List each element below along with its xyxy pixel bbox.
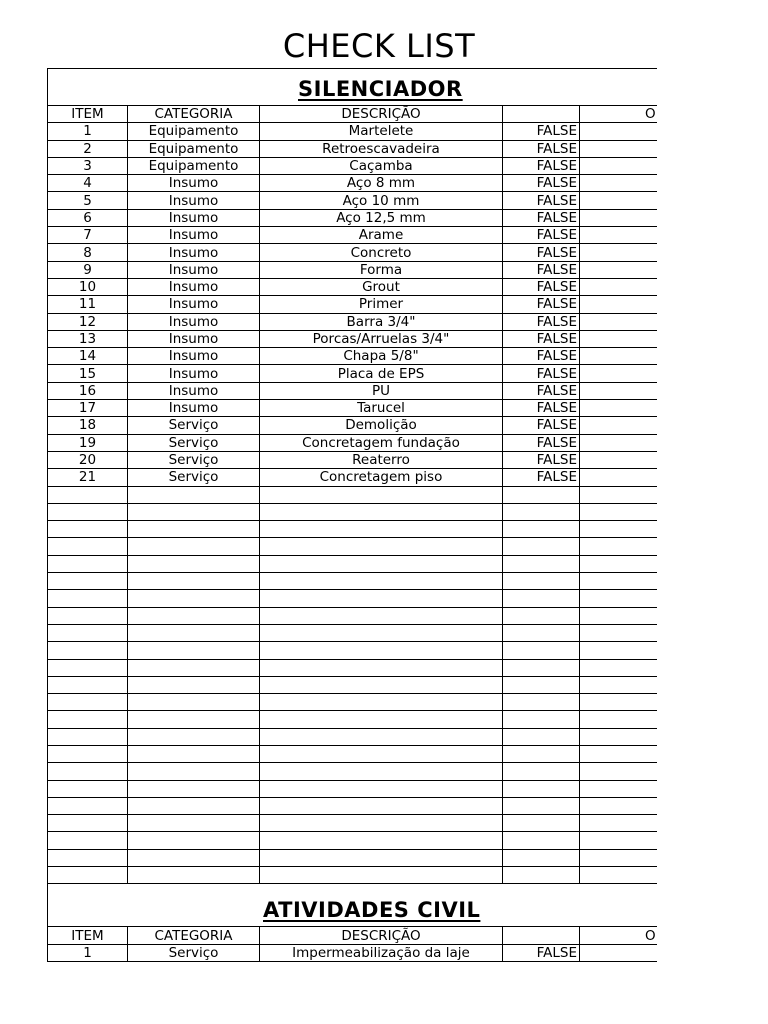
- empty-cell[interactable]: [48, 538, 128, 555]
- header-descricao: DESCRIÇÃO: [260, 106, 503, 123]
- header-descricao: DESCRIÇÃO: [260, 927, 503, 944]
- cell-categoria[interactable]: Equipamento: [128, 123, 260, 140]
- empty-cell[interactable]: [503, 815, 580, 832]
- cell-categoria[interactable]: Equipamento: [128, 157, 260, 174]
- cell-item[interactable]: 18: [48, 417, 128, 434]
- empty-cell[interactable]: [260, 832, 503, 849]
- cell-status[interactable]: FALSE: [503, 469, 580, 486]
- empty-cell[interactable]: [48, 763, 128, 780]
- empty-cell[interactable]: [260, 642, 503, 659]
- empty-cell[interactable]: [48, 780, 128, 797]
- empty-cell[interactable]: [260, 711, 503, 728]
- table-row: [48, 175, 658, 192]
- cell-item[interactable]: 21: [48, 469, 128, 486]
- cell-descricao[interactable]: Forma: [260, 261, 503, 278]
- cell-item[interactable]: 7: [48, 227, 128, 244]
- empty-cell[interactable]: [503, 573, 580, 590]
- empty-cell[interactable]: [260, 780, 503, 797]
- table-row: [48, 261, 658, 278]
- empty-cell[interactable]: [580, 694, 658, 711]
- checklist-table: [47, 68, 657, 962]
- empty-cell[interactable]: [503, 745, 580, 762]
- cell-obs[interactable]: [580, 123, 658, 140]
- cell-descricao[interactable]: Placa de EPS: [260, 365, 503, 382]
- empty-cell[interactable]: [128, 538, 260, 555]
- empty-cell[interactable]: [48, 659, 128, 676]
- empty-cell[interactable]: [128, 711, 260, 728]
- empty-cell[interactable]: [503, 780, 580, 797]
- empty-cell[interactable]: [503, 711, 580, 728]
- cell-descricao[interactable]: Aço 12,5 mm: [260, 209, 503, 226]
- cell-categoria[interactable]: Insumo: [128, 227, 260, 244]
- empty-cell[interactable]: [580, 728, 658, 745]
- empty-cell[interactable]: [580, 745, 658, 762]
- cell-status[interactable]: FALSE: [503, 209, 580, 226]
- empty-cell[interactable]: [128, 745, 260, 762]
- empty-cell[interactable]: [580, 867, 658, 884]
- empty-cell[interactable]: [48, 815, 128, 832]
- cell-categoria[interactable]: Serviço: [128, 434, 260, 451]
- cell-obs[interactable]: [580, 261, 658, 278]
- table-row: [48, 278, 658, 295]
- section-title-cell: [48, 69, 658, 106]
- cell-item[interactable]: 4: [48, 175, 128, 192]
- cell-descricao[interactable]: Retroescavadeira: [260, 140, 503, 157]
- empty-cell[interactable]: [503, 867, 580, 884]
- empty-cell[interactable]: [128, 815, 260, 832]
- empty-cell[interactable]: [580, 624, 658, 641]
- table-row: [48, 123, 658, 140]
- cell-categoria[interactable]: Insumo: [128, 382, 260, 399]
- cell-categoria[interactable]: Insumo: [128, 365, 260, 382]
- empty-cell[interactable]: [580, 780, 658, 797]
- cell-descricao[interactable]: Barra 3/4": [260, 313, 503, 330]
- cell-descricao[interactable]: Concretagem fundação: [260, 434, 503, 451]
- empty-cell[interactable]: [503, 555, 580, 572]
- empty-cell[interactable]: [580, 711, 658, 728]
- empty-cell[interactable]: [128, 780, 260, 797]
- cell-item[interactable]: 3: [48, 157, 128, 174]
- table-row: [48, 244, 658, 261]
- empty-cell[interactable]: [128, 521, 260, 538]
- cell-obs[interactable]: [580, 382, 658, 399]
- cell-item[interactable]: 1: [48, 123, 128, 140]
- section-title-cell: [48, 884, 658, 927]
- empty-cell[interactable]: [580, 815, 658, 832]
- cell-descricao[interactable]: Porcas/Arruelas 3/4": [260, 330, 503, 347]
- page-title: CHECK LIST: [282, 27, 476, 65]
- empty-cell[interactable]: [128, 642, 260, 659]
- empty-cell[interactable]: [128, 763, 260, 780]
- empty-cell[interactable]: [48, 832, 128, 849]
- empty-cell[interactable]: [260, 745, 503, 762]
- cell-obs[interactable]: [580, 365, 658, 382]
- section-title: ATIVIDADES CIVIL: [263, 898, 481, 923]
- cell-obs[interactable]: [580, 175, 658, 192]
- empty-cell[interactable]: [580, 486, 658, 503]
- empty-cell[interactable]: [128, 832, 260, 849]
- table-row: [48, 434, 658, 451]
- cell-status[interactable]: FALSE: [503, 313, 580, 330]
- empty-row: [48, 797, 658, 814]
- header-item: ITEM: [48, 106, 128, 123]
- cell-obs[interactable]: [580, 140, 658, 157]
- cell-obs[interactable]: [580, 313, 658, 330]
- table-row: [48, 296, 658, 313]
- empty-cell[interactable]: [128, 849, 260, 866]
- empty-row: [48, 867, 658, 884]
- empty-cell[interactable]: [48, 624, 128, 641]
- empty-row: [48, 728, 658, 745]
- checklist-sheet: [47, 68, 657, 962]
- empty-cell[interactable]: [503, 624, 580, 641]
- table-row: [48, 330, 658, 347]
- cell-item[interactable]: 15: [48, 365, 128, 382]
- cell-categoria[interactable]: Serviço: [128, 944, 260, 961]
- cell-categoria[interactable]: Insumo: [128, 348, 260, 365]
- empty-cell[interactable]: [260, 867, 503, 884]
- cell-obs[interactable]: [580, 296, 658, 313]
- table-row: [48, 944, 658, 961]
- empty-cell[interactable]: [128, 676, 260, 693]
- empty-cell[interactable]: [503, 642, 580, 659]
- header-obs: O: [580, 106, 658, 123]
- empty-cell[interactable]: [260, 555, 503, 572]
- empty-cell[interactable]: [128, 486, 260, 503]
- header-categoria: CATEGORIA: [128, 927, 260, 944]
- section-title-row: [48, 884, 658, 927]
- empty-row: [48, 538, 658, 555]
- table-row: [48, 140, 658, 157]
- empty-cell[interactable]: [580, 538, 658, 555]
- cell-item[interactable]: 14: [48, 348, 128, 365]
- empty-cell[interactable]: [503, 503, 580, 520]
- cell-descricao[interactable]: Caçamba: [260, 157, 503, 174]
- cell-descricao[interactable]: PU: [260, 382, 503, 399]
- empty-cell[interactable]: [48, 503, 128, 520]
- cell-categoria[interactable]: Insumo: [128, 261, 260, 278]
- cell-descricao[interactable]: Impermeabilização da laje: [260, 944, 503, 961]
- cell-status[interactable]: FALSE: [503, 382, 580, 399]
- empty-cell[interactable]: [128, 503, 260, 520]
- table-row: [48, 209, 658, 226]
- cell-obs[interactable]: [580, 348, 658, 365]
- empty-cell[interactable]: [503, 607, 580, 624]
- empty-cell[interactable]: [128, 797, 260, 814]
- header-status: [503, 106, 580, 123]
- empty-cell[interactable]: [503, 538, 580, 555]
- empty-cell[interactable]: [128, 694, 260, 711]
- cell-item[interactable]: 20: [48, 451, 128, 468]
- empty-cell[interactable]: [128, 573, 260, 590]
- header-status: [503, 927, 580, 944]
- cell-categoria[interactable]: Insumo: [128, 313, 260, 330]
- empty-cell[interactable]: [260, 607, 503, 624]
- empty-cell[interactable]: [48, 642, 128, 659]
- cell-descricao[interactable]: Arame: [260, 227, 503, 244]
- cell-categoria[interactable]: Equipamento: [128, 140, 260, 157]
- empty-cell[interactable]: [48, 607, 128, 624]
- cell-status[interactable]: FALSE: [503, 944, 580, 961]
- cell-descricao[interactable]: Chapa 5/8": [260, 348, 503, 365]
- empty-cell[interactable]: [260, 676, 503, 693]
- cell-item[interactable]: 12: [48, 313, 128, 330]
- empty-cell[interactable]: [260, 763, 503, 780]
- cell-status[interactable]: FALSE: [503, 123, 580, 140]
- cell-descricao[interactable]: Martelete: [260, 123, 503, 140]
- cell-status[interactable]: FALSE: [503, 365, 580, 382]
- empty-cell[interactable]: [580, 763, 658, 780]
- cell-categoria[interactable]: Insumo: [128, 209, 260, 226]
- cell-item[interactable]: 17: [48, 400, 128, 417]
- cell-categoria[interactable]: Serviço: [128, 469, 260, 486]
- cell-status[interactable]: FALSE: [503, 175, 580, 192]
- cell-item[interactable]: 2: [48, 140, 128, 157]
- empty-cell[interactable]: [580, 607, 658, 624]
- empty-cell[interactable]: [48, 521, 128, 538]
- empty-cell[interactable]: [48, 745, 128, 762]
- empty-cell[interactable]: [503, 849, 580, 866]
- empty-cell[interactable]: [128, 624, 260, 641]
- empty-cell[interactable]: [580, 832, 658, 849]
- cell-item[interactable]: 16: [48, 382, 128, 399]
- empty-cell[interactable]: [260, 486, 503, 503]
- cell-categoria[interactable]: Insumo: [128, 192, 260, 209]
- cell-obs[interactable]: [580, 278, 658, 295]
- table-row: [48, 227, 658, 244]
- empty-cell[interactable]: [128, 607, 260, 624]
- empty-cell[interactable]: [580, 676, 658, 693]
- cell-categoria[interactable]: Insumo: [128, 175, 260, 192]
- empty-row: [48, 590, 658, 607]
- header-item: ITEM: [48, 927, 128, 944]
- empty-cell[interactable]: [128, 659, 260, 676]
- empty-row: [48, 503, 658, 520]
- empty-cell[interactable]: [580, 642, 658, 659]
- cell-item[interactable]: 13: [48, 330, 128, 347]
- empty-cell[interactable]: [580, 590, 658, 607]
- cell-obs[interactable]: [580, 434, 658, 451]
- empty-cell[interactable]: [260, 849, 503, 866]
- cell-status[interactable]: FALSE: [503, 451, 580, 468]
- empty-cell[interactable]: [128, 728, 260, 745]
- cell-descricao[interactable]: Demolição: [260, 417, 503, 434]
- cell-status[interactable]: FALSE: [503, 400, 580, 417]
- empty-cell[interactable]: [580, 573, 658, 590]
- cell-item[interactable]: 10: [48, 278, 128, 295]
- empty-cell[interactable]: [128, 590, 260, 607]
- cell-status[interactable]: FALSE: [503, 261, 580, 278]
- cell-categoria[interactable]: Insumo: [128, 330, 260, 347]
- cell-status[interactable]: FALSE: [503, 348, 580, 365]
- cell-obs[interactable]: [580, 944, 658, 961]
- cell-status[interactable]: FALSE: [503, 330, 580, 347]
- cell-item[interactable]: 8: [48, 244, 128, 261]
- cell-item[interactable]: 19: [48, 434, 128, 451]
- cell-obs[interactable]: [580, 192, 658, 209]
- empty-row: [48, 780, 658, 797]
- empty-cell[interactable]: [503, 590, 580, 607]
- empty-cell[interactable]: [48, 797, 128, 814]
- empty-cell[interactable]: [503, 676, 580, 693]
- table-row: [48, 382, 658, 399]
- empty-row: [48, 815, 658, 832]
- empty-cell[interactable]: [48, 590, 128, 607]
- empty-row: [48, 676, 658, 693]
- empty-row: [48, 642, 658, 659]
- empty-cell[interactable]: [580, 659, 658, 676]
- cell-status[interactable]: FALSE: [503, 157, 580, 174]
- empty-cell[interactable]: [48, 676, 128, 693]
- cell-descricao[interactable]: Grout: [260, 278, 503, 295]
- empty-row: [48, 607, 658, 624]
- cell-item[interactable]: 6: [48, 209, 128, 226]
- empty-cell[interactable]: [260, 797, 503, 814]
- cell-item[interactable]: 11: [48, 296, 128, 313]
- section-title: SILENCIADOR: [298, 77, 463, 101]
- empty-cell[interactable]: [580, 849, 658, 866]
- cell-obs[interactable]: [580, 400, 658, 417]
- cell-descricao[interactable]: Concretagem piso: [260, 469, 503, 486]
- cell-obs[interactable]: [580, 417, 658, 434]
- empty-row: [48, 763, 658, 780]
- empty-cell[interactable]: [48, 849, 128, 866]
- empty-row: [48, 745, 658, 762]
- table-row: [48, 417, 658, 434]
- empty-cell[interactable]: [48, 573, 128, 590]
- cell-obs[interactable]: [580, 157, 658, 174]
- cell-categoria[interactable]: Insumo: [128, 400, 260, 417]
- empty-cell[interactable]: [260, 590, 503, 607]
- table-row: [48, 400, 658, 417]
- empty-row: [48, 486, 658, 503]
- empty-cell[interactable]: [503, 659, 580, 676]
- cell-status[interactable]: FALSE: [503, 417, 580, 434]
- empty-cell[interactable]: [260, 624, 503, 641]
- empty-row: [48, 555, 658, 572]
- empty-cell[interactable]: [48, 486, 128, 503]
- empty-cell[interactable]: [503, 694, 580, 711]
- empty-cell[interactable]: [580, 521, 658, 538]
- cell-item[interactable]: 1: [48, 944, 128, 961]
- cell-categoria[interactable]: Insumo: [128, 278, 260, 295]
- empty-cell[interactable]: [503, 521, 580, 538]
- cell-obs[interactable]: [580, 227, 658, 244]
- empty-cell[interactable]: [128, 555, 260, 572]
- empty-cell[interactable]: [580, 797, 658, 814]
- empty-cell[interactable]: [260, 503, 503, 520]
- table-header-row: [48, 106, 658, 123]
- table-row: [48, 313, 658, 330]
- empty-cell[interactable]: [260, 659, 503, 676]
- empty-cell[interactable]: [580, 503, 658, 520]
- cell-descricao[interactable]: Primer: [260, 296, 503, 313]
- empty-row: [48, 849, 658, 866]
- cell-status[interactable]: FALSE: [503, 278, 580, 295]
- cell-obs[interactable]: [580, 209, 658, 226]
- cell-status[interactable]: FALSE: [503, 140, 580, 157]
- empty-cell[interactable]: [128, 867, 260, 884]
- cell-descricao[interactable]: Aço 8 mm: [260, 175, 503, 192]
- cell-obs[interactable]: [580, 244, 658, 261]
- cell-descricao[interactable]: Reaterro: [260, 451, 503, 468]
- cell-descricao[interactable]: Aço 10 mm: [260, 192, 503, 209]
- table-row: [48, 157, 658, 174]
- cell-status[interactable]: FALSE: [503, 227, 580, 244]
- empty-cell[interactable]: [503, 728, 580, 745]
- cell-status[interactable]: FALSE: [503, 296, 580, 313]
- empty-cell[interactable]: [48, 694, 128, 711]
- empty-cell[interactable]: [503, 797, 580, 814]
- cell-descricao[interactable]: Concreto: [260, 244, 503, 261]
- cell-obs[interactable]: [580, 330, 658, 347]
- table-row: [48, 192, 658, 209]
- cell-item[interactable]: 5: [48, 192, 128, 209]
- empty-cell[interactable]: [260, 521, 503, 538]
- empty-row: [48, 832, 658, 849]
- empty-row: [48, 573, 658, 590]
- cell-status[interactable]: FALSE: [503, 192, 580, 209]
- empty-cell[interactable]: [48, 728, 128, 745]
- empty-cell[interactable]: [260, 538, 503, 555]
- cell-status[interactable]: FALSE: [503, 244, 580, 261]
- header-obs: O: [580, 927, 658, 944]
- empty-row: [48, 521, 658, 538]
- cell-descricao[interactable]: Tarucel: [260, 400, 503, 417]
- cell-categoria[interactable]: Insumo: [128, 244, 260, 261]
- empty-cell[interactable]: [48, 867, 128, 884]
- cell-status[interactable]: FALSE: [503, 434, 580, 451]
- empty-row: [48, 659, 658, 676]
- empty-row: [48, 711, 658, 728]
- cell-categoria[interactable]: Serviço: [128, 451, 260, 468]
- table-row: [48, 451, 658, 468]
- table-row: [48, 365, 658, 382]
- cell-categoria[interactable]: Serviço: [128, 417, 260, 434]
- table-row: [48, 348, 658, 365]
- cell-obs[interactable]: [580, 469, 658, 486]
- empty-cell[interactable]: [260, 694, 503, 711]
- empty-cell[interactable]: [260, 573, 503, 590]
- empty-cell[interactable]: [503, 832, 580, 849]
- empty-cell[interactable]: [260, 815, 503, 832]
- empty-row: [48, 694, 658, 711]
- table-header-row: [48, 927, 658, 944]
- section-title-row: [48, 69, 658, 106]
- cell-obs[interactable]: [580, 451, 658, 468]
- cell-item[interactable]: 9: [48, 261, 128, 278]
- empty-row: [48, 624, 658, 641]
- empty-cell[interactable]: [503, 486, 580, 503]
- empty-cell[interactable]: [48, 711, 128, 728]
- header-categoria: CATEGORIA: [128, 106, 260, 123]
- cell-categoria[interactable]: Insumo: [128, 296, 260, 313]
- empty-cell[interactable]: [503, 763, 580, 780]
- table-row: [48, 469, 658, 486]
- empty-cell[interactable]: [580, 555, 658, 572]
- empty-cell[interactable]: [260, 728, 503, 745]
- empty-cell[interactable]: [48, 555, 128, 572]
